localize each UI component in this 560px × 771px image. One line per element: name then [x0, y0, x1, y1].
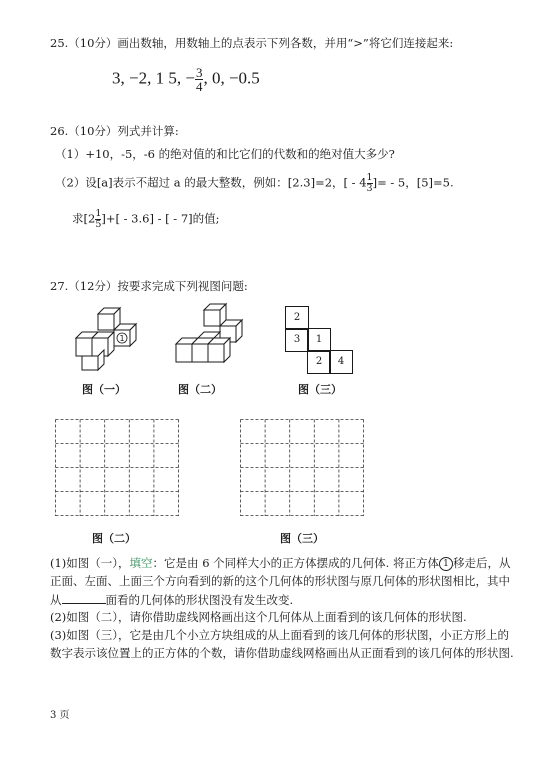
q27-part3-line2: 数字表示该位置上的正方体的个数，请你借助虚线网格画出从正面看到的该几何体的形状图.: [50, 646, 514, 660]
top-view-cell: 3: [285, 328, 309, 352]
q25-numbers-pre: 3, −2, 1 5, −: [112, 68, 195, 88]
grid-3-caption: 图（三）: [280, 532, 324, 545]
q25-numbers-post: , 0, −0.5: [203, 68, 260, 88]
top-view-cell: 2: [285, 306, 309, 330]
q27-part1-line1: (1)如图（一），填空：它是由 6 个同样大小的正方体摆成的几何体. 将正方体 1 移走后，从: [50, 556, 511, 570]
figure-1-caption: 图（一）: [82, 383, 126, 396]
answer-blank[interactable]: [62, 592, 106, 604]
q26-part2-compute: 求[2 $\frac{1}{5}$ ]+[ - 3.6] - [ - 7]的值;: [72, 208, 220, 230]
fill-in-label: 填空: [129, 556, 153, 570]
q27-part1-line3: 从 面看的几何体的形状图没有发生改变.: [50, 593, 294, 607]
figure-2-caption: 图（二）: [178, 383, 222, 396]
dashed-grid-figure-2[interactable]: [55, 419, 180, 517]
figure-2-solid: [168, 300, 250, 366]
q27-part2: (2)如图（二），请你借助虚线网格画出这个几何体从上面看到的该几何体的形状图.: [50, 610, 467, 624]
question-26-header: 26.（10分）列式并计算:: [50, 124, 179, 138]
q26-part1: （1）+10，-5，-6 的绝对值的和比它们的代数和的绝对值大多少?: [55, 147, 395, 161]
question-27-header: 27.（12分）按要求完成下列视图问题:: [50, 279, 248, 293]
figure-3-top-view: [285, 306, 351, 372]
q25-fraction: $\frac{3}{4}$: [195, 65, 203, 94]
page-footer: 3 页: [50, 710, 70, 721]
figure-3-caption: 图（三）: [298, 383, 342, 396]
dashed-grid-figure-3[interactable]: [240, 419, 365, 517]
q27-part3-line1: (3)如图（三），它是由几个小立方块组成的从上面看到的该几何体的形状图，小正方形上的: [50, 628, 510, 642]
q27-part1-line2: 正面、左面、上面三个方向看到的新的这个几何体的形状图与原几何体的形状图相比，其中: [50, 574, 510, 588]
circled-one: 1: [439, 557, 453, 571]
top-view-cell: 2: [307, 350, 331, 374]
q25-number-list: [112, 66, 260, 93]
q26-part2: （2）设[a]表示不超过 a 的最大整数，例如：[2.3]=2，[ - 4 $\frac{1}{3}$ ]= - 5，[5]=5.: [55, 172, 454, 194]
top-view-cell: 4: [329, 350, 353, 374]
grid-2-caption: 图（二）: [92, 532, 136, 545]
top-view-cell: 1: [307, 328, 331, 352]
q26-part3-fraction: $\frac{1}{5}$: [95, 208, 102, 230]
q26-part2-fraction: $\frac{1}{3}$: [366, 172, 373, 194]
figure-1-circle-label: 1: [119, 334, 125, 343]
question-25-header: 25.（10分）画出数轴，用数轴上的点表示下列各数，并用“>”将它们连接起来:: [50, 36, 454, 50]
figure-1-solid: [68, 300, 158, 372]
